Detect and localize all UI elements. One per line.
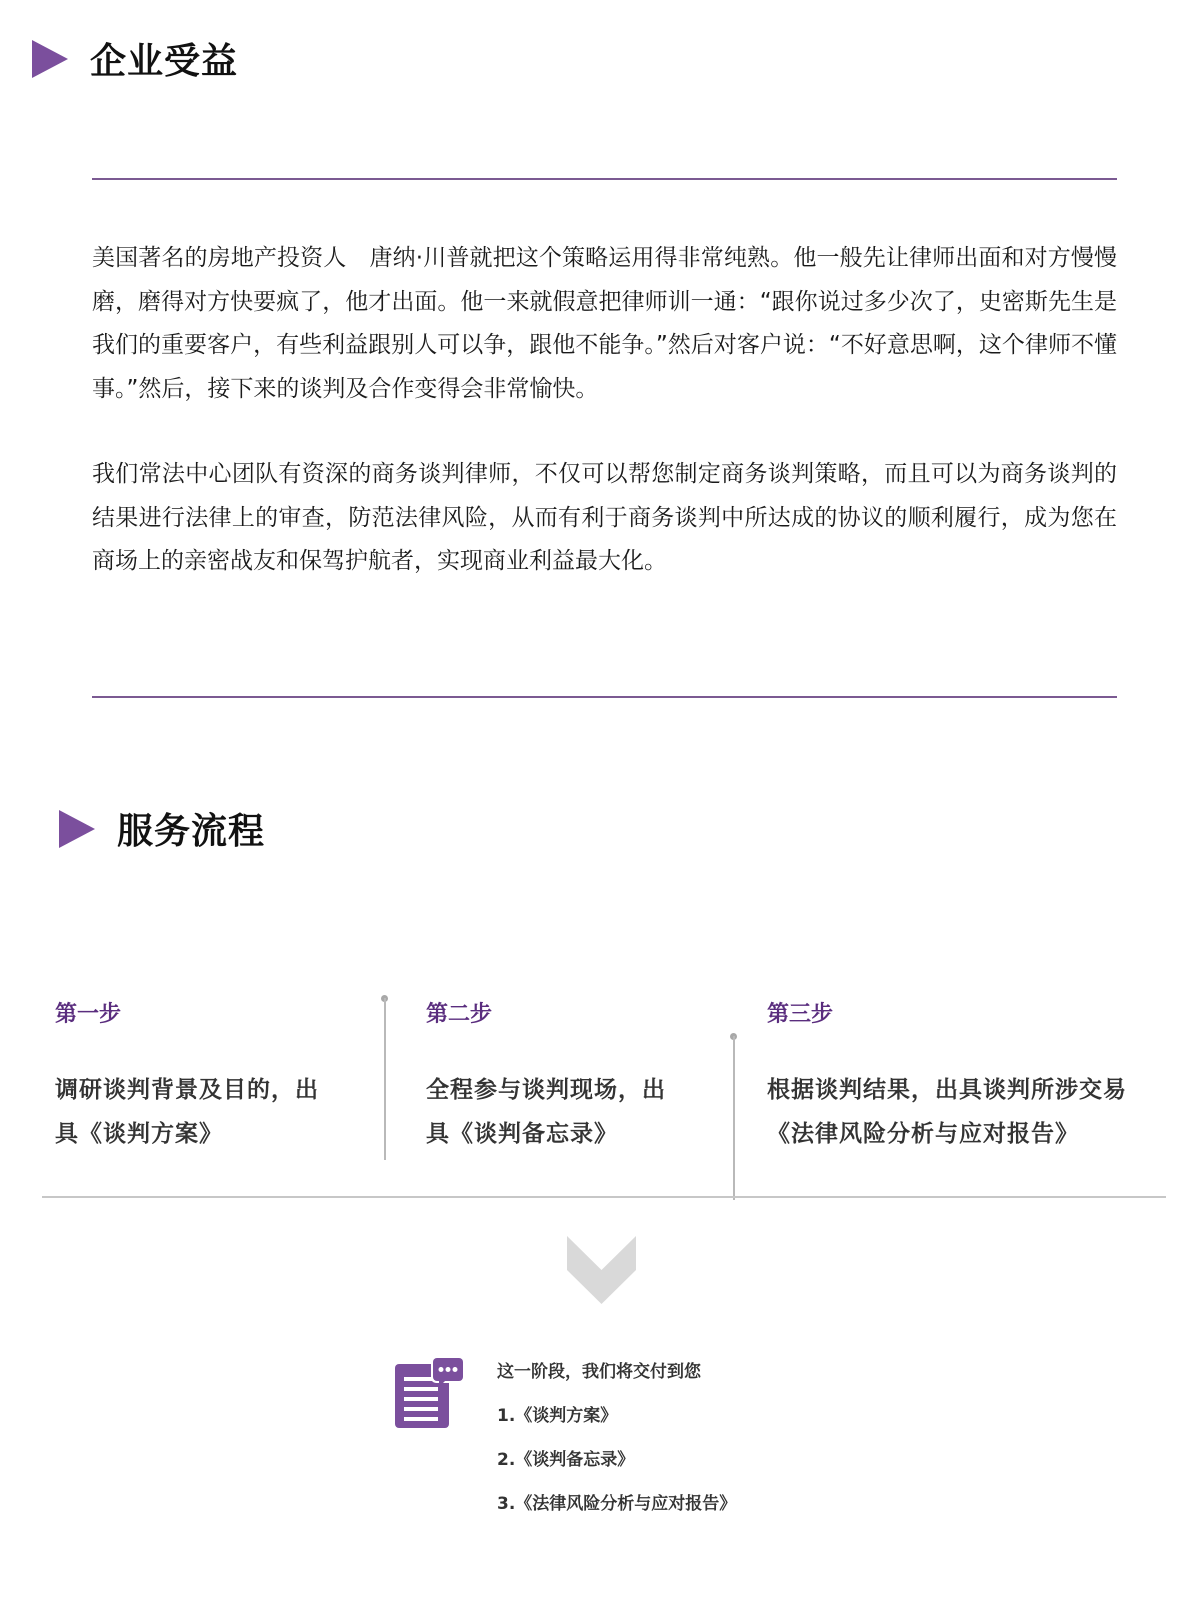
benefits-paragraph-2: 我们常法中心团队有资深的商务谈判律师，不仅可以帮您制定商务谈判策略，而且可以为商务谈判的结果进行法律上的审查，防范法律风险，从而有利于商务谈判中所达成的协议的顺利履行，成为您在商场上的亲密战友和保驾护航者，实现商业利益最大化。 — [92, 461, 1117, 574]
step-separator — [384, 998, 386, 1160]
divider-top — [92, 178, 1117, 180]
deliverables-list — [497, 1350, 736, 1526]
deliverable-item: 1.《谈判方案》 — [497, 1406, 618, 1426]
deliverables-heading: 这一阶段，我们将交付到您 — [497, 1362, 701, 1382]
step-3-description: 根据谈判结果，出具谈判所涉交易 《法律风险分析与应对报告》 — [767, 1077, 1127, 1147]
step-1-description: 调研谈判背景及目的，出 具《谈判方案》 — [55, 1077, 319, 1147]
process-title: 服务流程 — [117, 811, 266, 852]
step-2-title: 第二步 — [426, 1002, 493, 1027]
deliverable-item: 2.《谈判备忘录》 — [497, 1450, 635, 1470]
deliverable-item: 3.《法律风险分析与应对报告》 — [497, 1494, 737, 1514]
timeline-baseline — [42, 1196, 1166, 1198]
step-1-title: 第一步 — [55, 1002, 122, 1027]
triangle-marker-icon — [59, 810, 95, 848]
benefits-title: 企业受益 — [90, 41, 239, 82]
chevron-down-icon — [567, 1236, 636, 1305]
step-separator — [733, 1036, 735, 1200]
step-2-description: 全程参与谈判现场，出 具《谈判备忘录》 — [426, 1077, 666, 1147]
benefits-heading — [32, 33, 238, 84]
benefits-paragraph-1: 美国著名的房地产投资人 唐纳·川普就把这个策略运用得非常纯熟。他一般先让律师出面和对方慢慢磨，磨得对方快要疯了，他才出面。他一来就假意把律师训一通：“跟你说过多少次了，史密斯先生是我们的重要客户，有些利益跟别人可以争，跟他不能争。”然后对客户说：“不好意思啊，这个律师不懂事。”然后，接下来的谈判及合作变得会非常愉快。 — [92, 245, 1117, 402]
document-chat-icon — [395, 1354, 467, 1429]
step-3-title: 第三步 — [767, 1002, 834, 1027]
triangle-marker-icon — [32, 40, 68, 78]
divider-bottom — [92, 696, 1117, 698]
process-heading — [59, 803, 265, 854]
